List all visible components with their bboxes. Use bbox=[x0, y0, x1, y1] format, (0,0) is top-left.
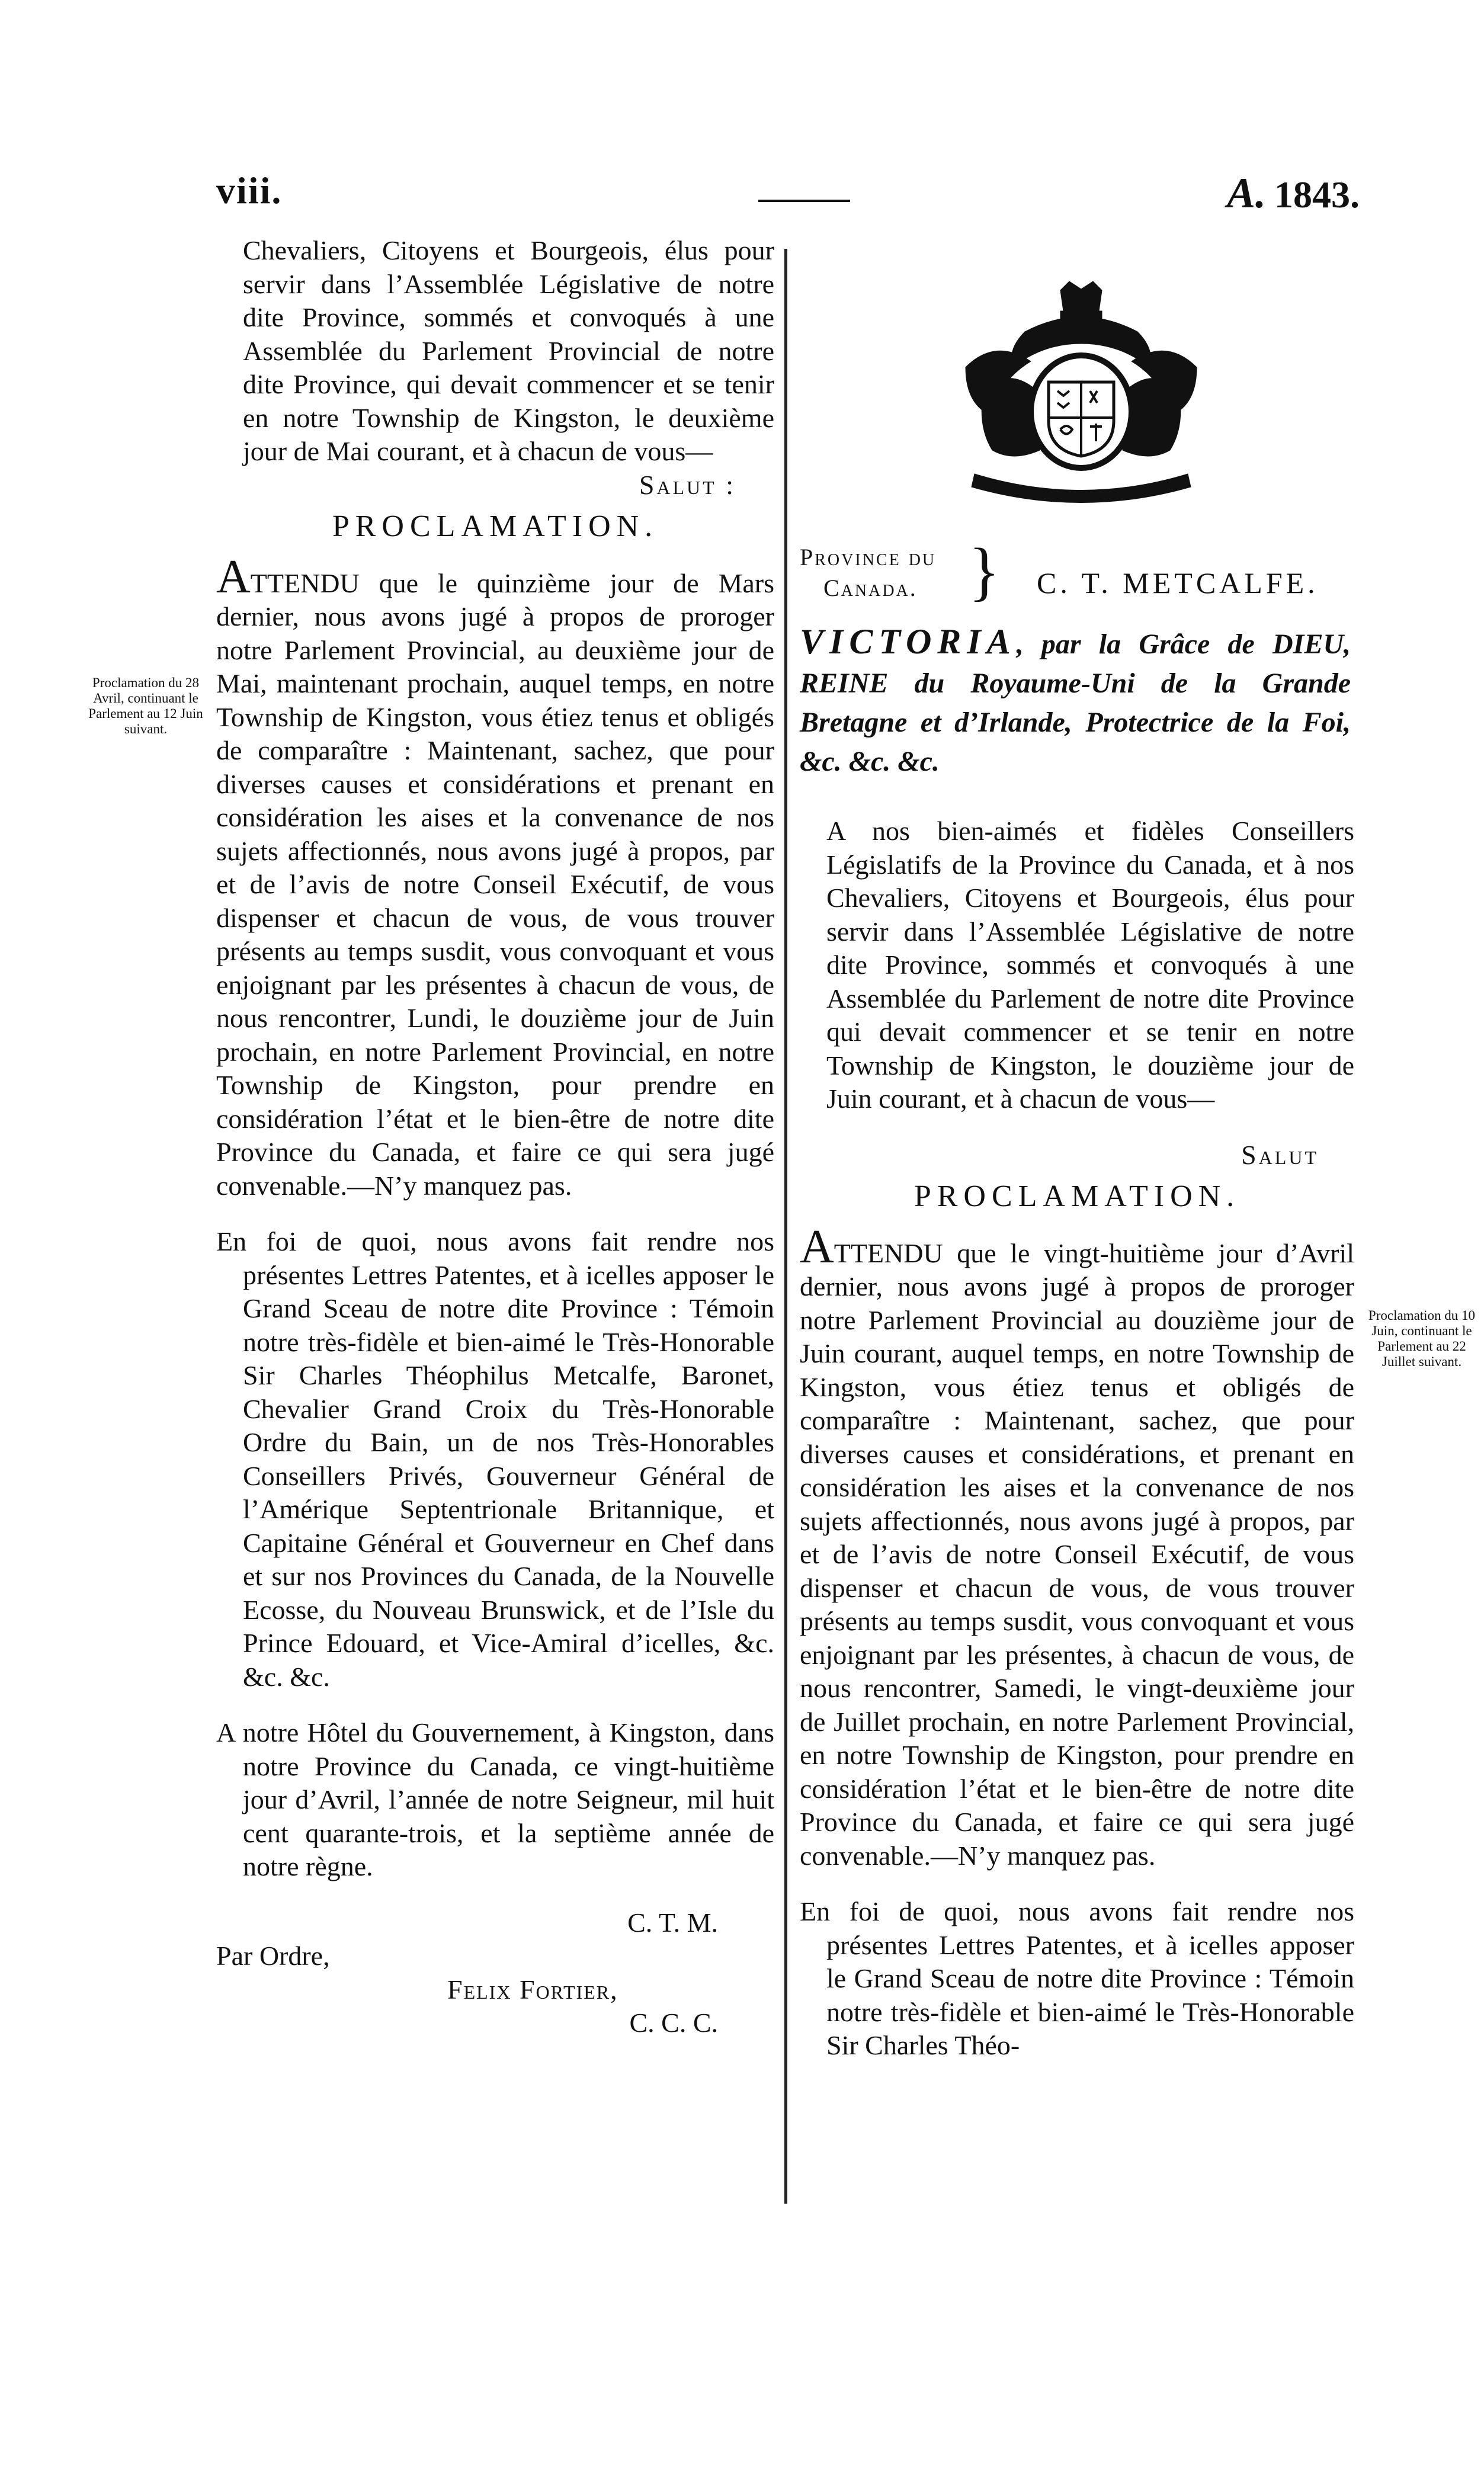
margin-note-right: Proclamation du 10 Juin, continuant le Parlement au 22 Juillet suivant. bbox=[1368, 1308, 1476, 1369]
province-line-2: Canada. bbox=[823, 575, 918, 601]
right-proclamation-heading: PROCLAMATION. bbox=[914, 1179, 1241, 1213]
left-hotel: A notre Hôtel du Gouvernement, à Kingston, dans notre Province du Canada, ce vingt-huitième jour d’Avril, l’année de notre Seigneur, mil huit cent quarante-trois, et la septième année de notre règne. bbox=[216, 1717, 774, 1881]
right-salut: Salut bbox=[1241, 1139, 1319, 1170]
left-proclamation-heading: PROCLAMATION. bbox=[332, 509, 659, 543]
royal-arms-emblem bbox=[942, 278, 1220, 509]
left-ctm: C. T. M. bbox=[627, 1907, 718, 1938]
right-body-start: TTENDU bbox=[834, 1237, 943, 1268]
victoria-title: , par la Grâce de DIEU, REINE du Royaume-Uni de la Grande Bretagne et d’Irlande, Protectrice de la Foi, &c. &c. &c. bbox=[800, 629, 1351, 777]
right-column bbox=[800, 815, 1354, 2063]
right-dropcap: A bbox=[800, 1220, 834, 1273]
spacer bbox=[216, 1694, 774, 1716]
left-salut: Salut : bbox=[639, 469, 736, 500]
spacer bbox=[216, 1884, 774, 1906]
left-felix: Felix Fortier, bbox=[447, 1974, 618, 2005]
left-en-foi: En foi de quoi, nous avons fait rendre nos présentes Lettres Patentes, et à icelles apposer le Grand Sceau de notre dite Province : Témoin notre très-fidèle et bien-aimé le Très-Honorable Sir Charles Théophilus Metcalfe, Baronet, Chevalier Grand Croix du Très-Honorable Ordre du Bain, un de nos Très-Honorables Conseillers Privés, Gouverneur Général de l’Amérique Septentrionale Britannique, et Capitaine Général et Gouverneur en Chef dans et sur nos Provinces du Canada, de la Nouvelle Ecosse, du Nouveau Brunswick, et de l’Isle du Prince Edouard, et Vice-Amiral d’icelles, &c. &c. &c. bbox=[216, 1226, 774, 1692]
right-en-foi: En foi de quoi, nous avons fait rendre nos présentes Lettres Patentes, et à icelles apposer le Grand Sceau de notre dite Province : Témoin notre très-fidèle et bien-aimé le Très-Honorable Sir Charles Théo- bbox=[800, 1896, 1354, 2060]
royal-title bbox=[800, 622, 1351, 781]
left-par-ordre: Par Ordre, bbox=[216, 1941, 330, 1971]
header-year bbox=[1227, 169, 1360, 218]
page-header bbox=[216, 169, 1360, 225]
right-body bbox=[800, 1220, 1354, 1873]
year-prefix: A. bbox=[1226, 169, 1266, 217]
victoria-name: VICTORIA bbox=[800, 622, 1017, 661]
brace: } bbox=[969, 535, 1000, 607]
left-body bbox=[216, 550, 774, 1203]
left-ccc: C. C. C. bbox=[629, 2008, 718, 2038]
right-body-text: que le vingt-huitième jour d’Avril dernier, nous avons jugé à propos de proroger notre Parlement Provincial au douzième jour de Juin courant, auquel temps, en notre Township de Kingston, vous étiez tenus et obligés de comparaître : Maintenant, sachez, que pour diverses causes et considérations, et prenant en considération les aises et la convenance de nos sujets affectionnés, nous avons jugé à propos, par et de l’avis de notre Conseil Exécutif, de vous dispenser et chacun de vous, de vous trouver présents au temps susdit, vous convoquant et vous enjoignant par les présentes, à chacun de vous, de nous rencontrer, Samedi, le vingt-deuxième jour de Juillet prochain, en notre Parlement Provincial, en notre Township de Kingston, pour prendre en considération l’état et le bien-être de notre dite Province du Canada, et faire ce qui sera jugé convenable.—N’y manquez pas. bbox=[800, 1237, 1354, 1871]
province-line-1: Province du bbox=[800, 544, 937, 570]
right-address: A nos bien-aimés et fidèles Conseillers Législatifs de la Province du Canada, et à nos Chevaliers, Citoyens et Bourgeois, élus pour servir dans l’Assemblée Législative de notre dite Province, sommés et convoqués à une Assemblée du Parlement de notre dite Province qui devait commencer et se tenir en notre Township de Kingston, le douzième jour de Juin courant, et à chacun de vous— bbox=[826, 816, 1354, 1114]
left-dropcap: A bbox=[216, 550, 251, 603]
margin-note-left: Proclamation du 28 Avril, continuant le Parlement au 12 Juin suivant. bbox=[88, 675, 203, 736]
spacer bbox=[800, 1116, 1354, 1139]
header-rule bbox=[758, 200, 850, 202]
left-body-start: TTENDU bbox=[250, 567, 360, 598]
spacer bbox=[800, 1873, 1354, 1895]
province-header bbox=[800, 535, 1351, 631]
spacer bbox=[216, 1203, 774, 1225]
column-divider bbox=[784, 249, 787, 2204]
page-number: viii. bbox=[216, 169, 283, 211]
governor-signature: C. T. METCALFE. bbox=[1037, 566, 1319, 599]
left-body-text: que le quinzième jour de Mars dernier, nous avons jugé à propos de proroger notre Parlement Provincial, au deuxième jour de Mai, maintenant prochain, auquel temps, en notre Township de Kingston, vous étiez tenus et obligés de comparaître : Maintenant, sachez, que pour diverses causes et considérations et prenant en considération les aises et la convenance de nos sujets affectionnés, nous avons jugé à propos, par et de l’avis de notre Conseil Exécutif, de vous dispenser et chacun de vous, de vous trouver présents au temps susdit, vous convoquant et vous enjoignant par les présentes à chacun de vous, de nous rencontrer, Lundi, le douzième jour de Juin prochain, en notre Parlement Provincial, en notre Township de Kingston, pour prendre en considération l’état et le bien-être de notre dite Province du Canada, et faire ce qui sera jugé convenable.—N’y manquez pas. bbox=[216, 567, 774, 1201]
province-label bbox=[800, 542, 936, 604]
left-intro: Chevaliers, Citoyens et Bourgeois, élus pour servir dans l’Assemblée Législative de notre dite Province, sommés et convoqués à une Assemblée du Parlement Provincial de notre dite Province, qui devait commencer et se tenir en notre Township de Kingston, le deuxième jour de Mai courant, et à chacun de vous— bbox=[243, 235, 774, 466]
year-value: 1843. bbox=[1274, 174, 1360, 216]
left-column bbox=[216, 234, 774, 2040]
